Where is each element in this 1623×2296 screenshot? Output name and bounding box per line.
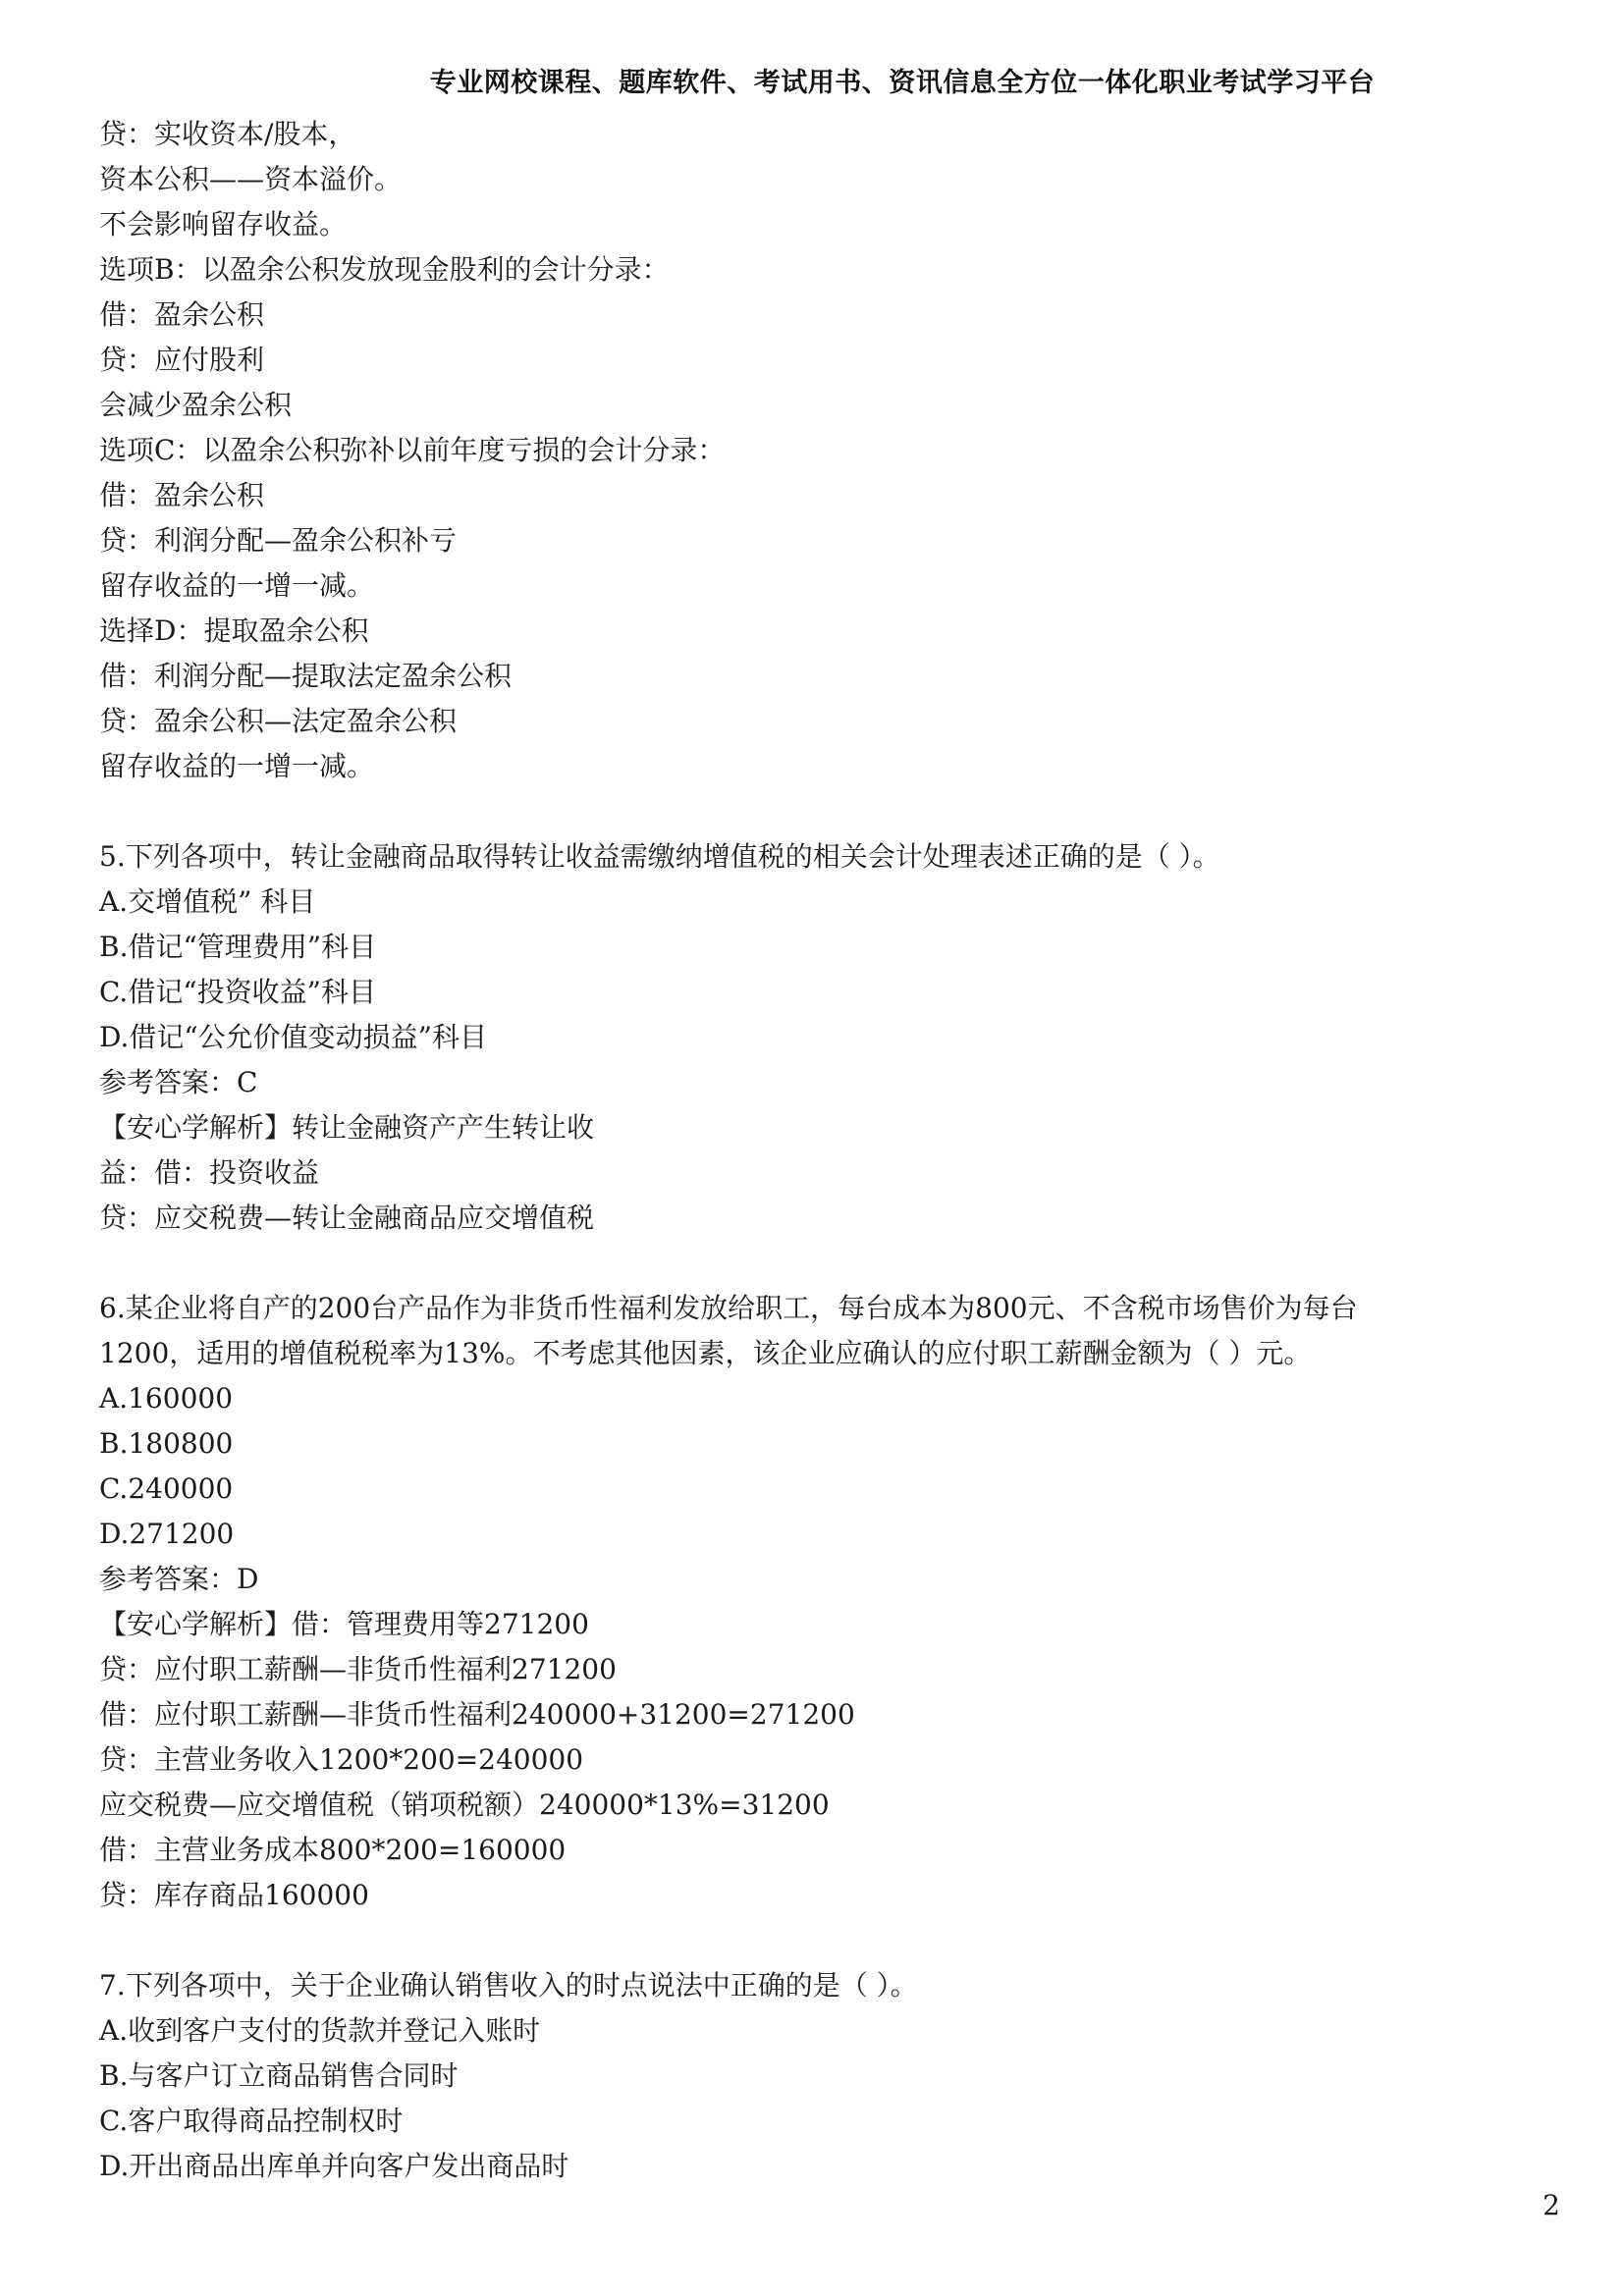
text-line: 贷：实收资本/股本， [99, 118, 356, 150]
analysis-line: 贷：主营业务收入1200*200=240000 [99, 1743, 584, 1776]
question-stem: 7.下列各项中，关于企业确认销售收入的时点说法中正确的是（ ）。 [99, 1969, 918, 2002]
option-a: A.收到客户支付的货款并登记入账时 [99, 2014, 541, 2047]
question-stem: 6.某企业将自产的200台产品作为非货币性福利发放给职工，每台成本为800元、不含税市场售价为每台 [99, 1292, 1358, 1324]
option-a: A.160000 [99, 1382, 234, 1415]
text-line: 借：利润分配—提取法定盈余公积 [99, 660, 513, 692]
analysis-line: 借：应付职工薪酬—非货币性福利240000+31200=271200 [99, 1698, 855, 1731]
analysis-line: 【安心学解析】借：管理费用等271200 [99, 1608, 589, 1640]
option-d: D.开出商品出库单并向客户发出商品时 [99, 2150, 569, 2182]
text-line: 不会影响留存收益。 [99, 208, 348, 240]
analysis-line: 借：主营业务成本800*200=160000 [99, 1834, 567, 1866]
analysis-line: 益：借：投资收益 [99, 1156, 320, 1189]
reference-answer: 参考答案：C [99, 1066, 258, 1098]
text-line: 借：盈余公积 [99, 298, 265, 331]
analysis-line: 贷：库存商品160000 [99, 1879, 369, 1911]
question-5 [99, 834, 1533, 1241]
page-number: 2 [1542, 2189, 1560, 2221]
option-b: B.借记“管理费用”科目 [99, 931, 377, 963]
question-stem: 1200，适用的增值税税率为13%。不考虑其他因素，该企业应确认的应付职工薪酬金额为（ ）元。 [99, 1337, 1312, 1369]
reference-answer: 参考答案：D [99, 1563, 259, 1595]
spacer [99, 789, 1533, 834]
option-c: C.客户取得商品控制权时 [99, 2105, 404, 2137]
text-line: 选项B：以盈余公积发放现金股利的会计分录： [99, 253, 670, 286]
option-d: D.271200 [99, 1518, 235, 1550]
page-header: 专业网校课程、题库软件、考试用书、资讯信息全方位一体化职业考试学习平台 [429, 68, 1376, 98]
analysis-line: 应交税费—应交增值税（销项税额）240000*13%=31200 [99, 1789, 830, 1821]
option-a: A.交增值税” 科目 [99, 885, 316, 918]
page-content [99, 112, 1533, 2189]
option-c: C.借记“投资收益”科目 [99, 976, 376, 1008]
question-6 [99, 1286, 1533, 1918]
text-line: 贷：盈余公积—法定盈余公积 [99, 705, 458, 737]
option-b: B.与客户订立商品销售合同时 [99, 2059, 459, 2092]
analysis-line: 贷：应付职工薪酬—非货币性福利271200 [99, 1653, 617, 1685]
option-d: D.借记“公允价值变动损益”科目 [99, 1021, 487, 1053]
text-line: 贷：利润分配—盈余公积补亏 [99, 524, 458, 557]
text-line: 贷：应付股利 [99, 344, 265, 376]
spacer [99, 1918, 1533, 1963]
text-line: 留存收益的一增一减。 [99, 569, 375, 602]
text-line: 资本公积——资本溢价。 [99, 163, 403, 195]
analysis-line: 贷：应交税费—转让金融商品应交增值税 [99, 1201, 595, 1234]
text-line: 选择D：提取盈余公积 [99, 614, 369, 647]
prev-explanation [99, 112, 1533, 789]
spacer [99, 1241, 1533, 1286]
question-7 [99, 1963, 1533, 2189]
text-line: 选项C：以盈余公积弥补以前年度亏损的会计分录： [99, 434, 726, 466]
text-line: 留存收益的一增一减。 [99, 750, 375, 782]
text-line: 借：盈余公积 [99, 479, 265, 511]
option-c: C.240000 [99, 1472, 234, 1505]
option-b: B.180800 [99, 1427, 234, 1460]
analysis-line: 【安心学解析】转让金融资产产生转让收 [99, 1111, 595, 1144]
text-line: 会减少盈余公积 [99, 389, 293, 421]
question-stem: 5.下列各项中，转让金融商品取得转让收益需缴纳增值税的相关会计处理表述正确的是（ ）。 [99, 840, 1220, 873]
